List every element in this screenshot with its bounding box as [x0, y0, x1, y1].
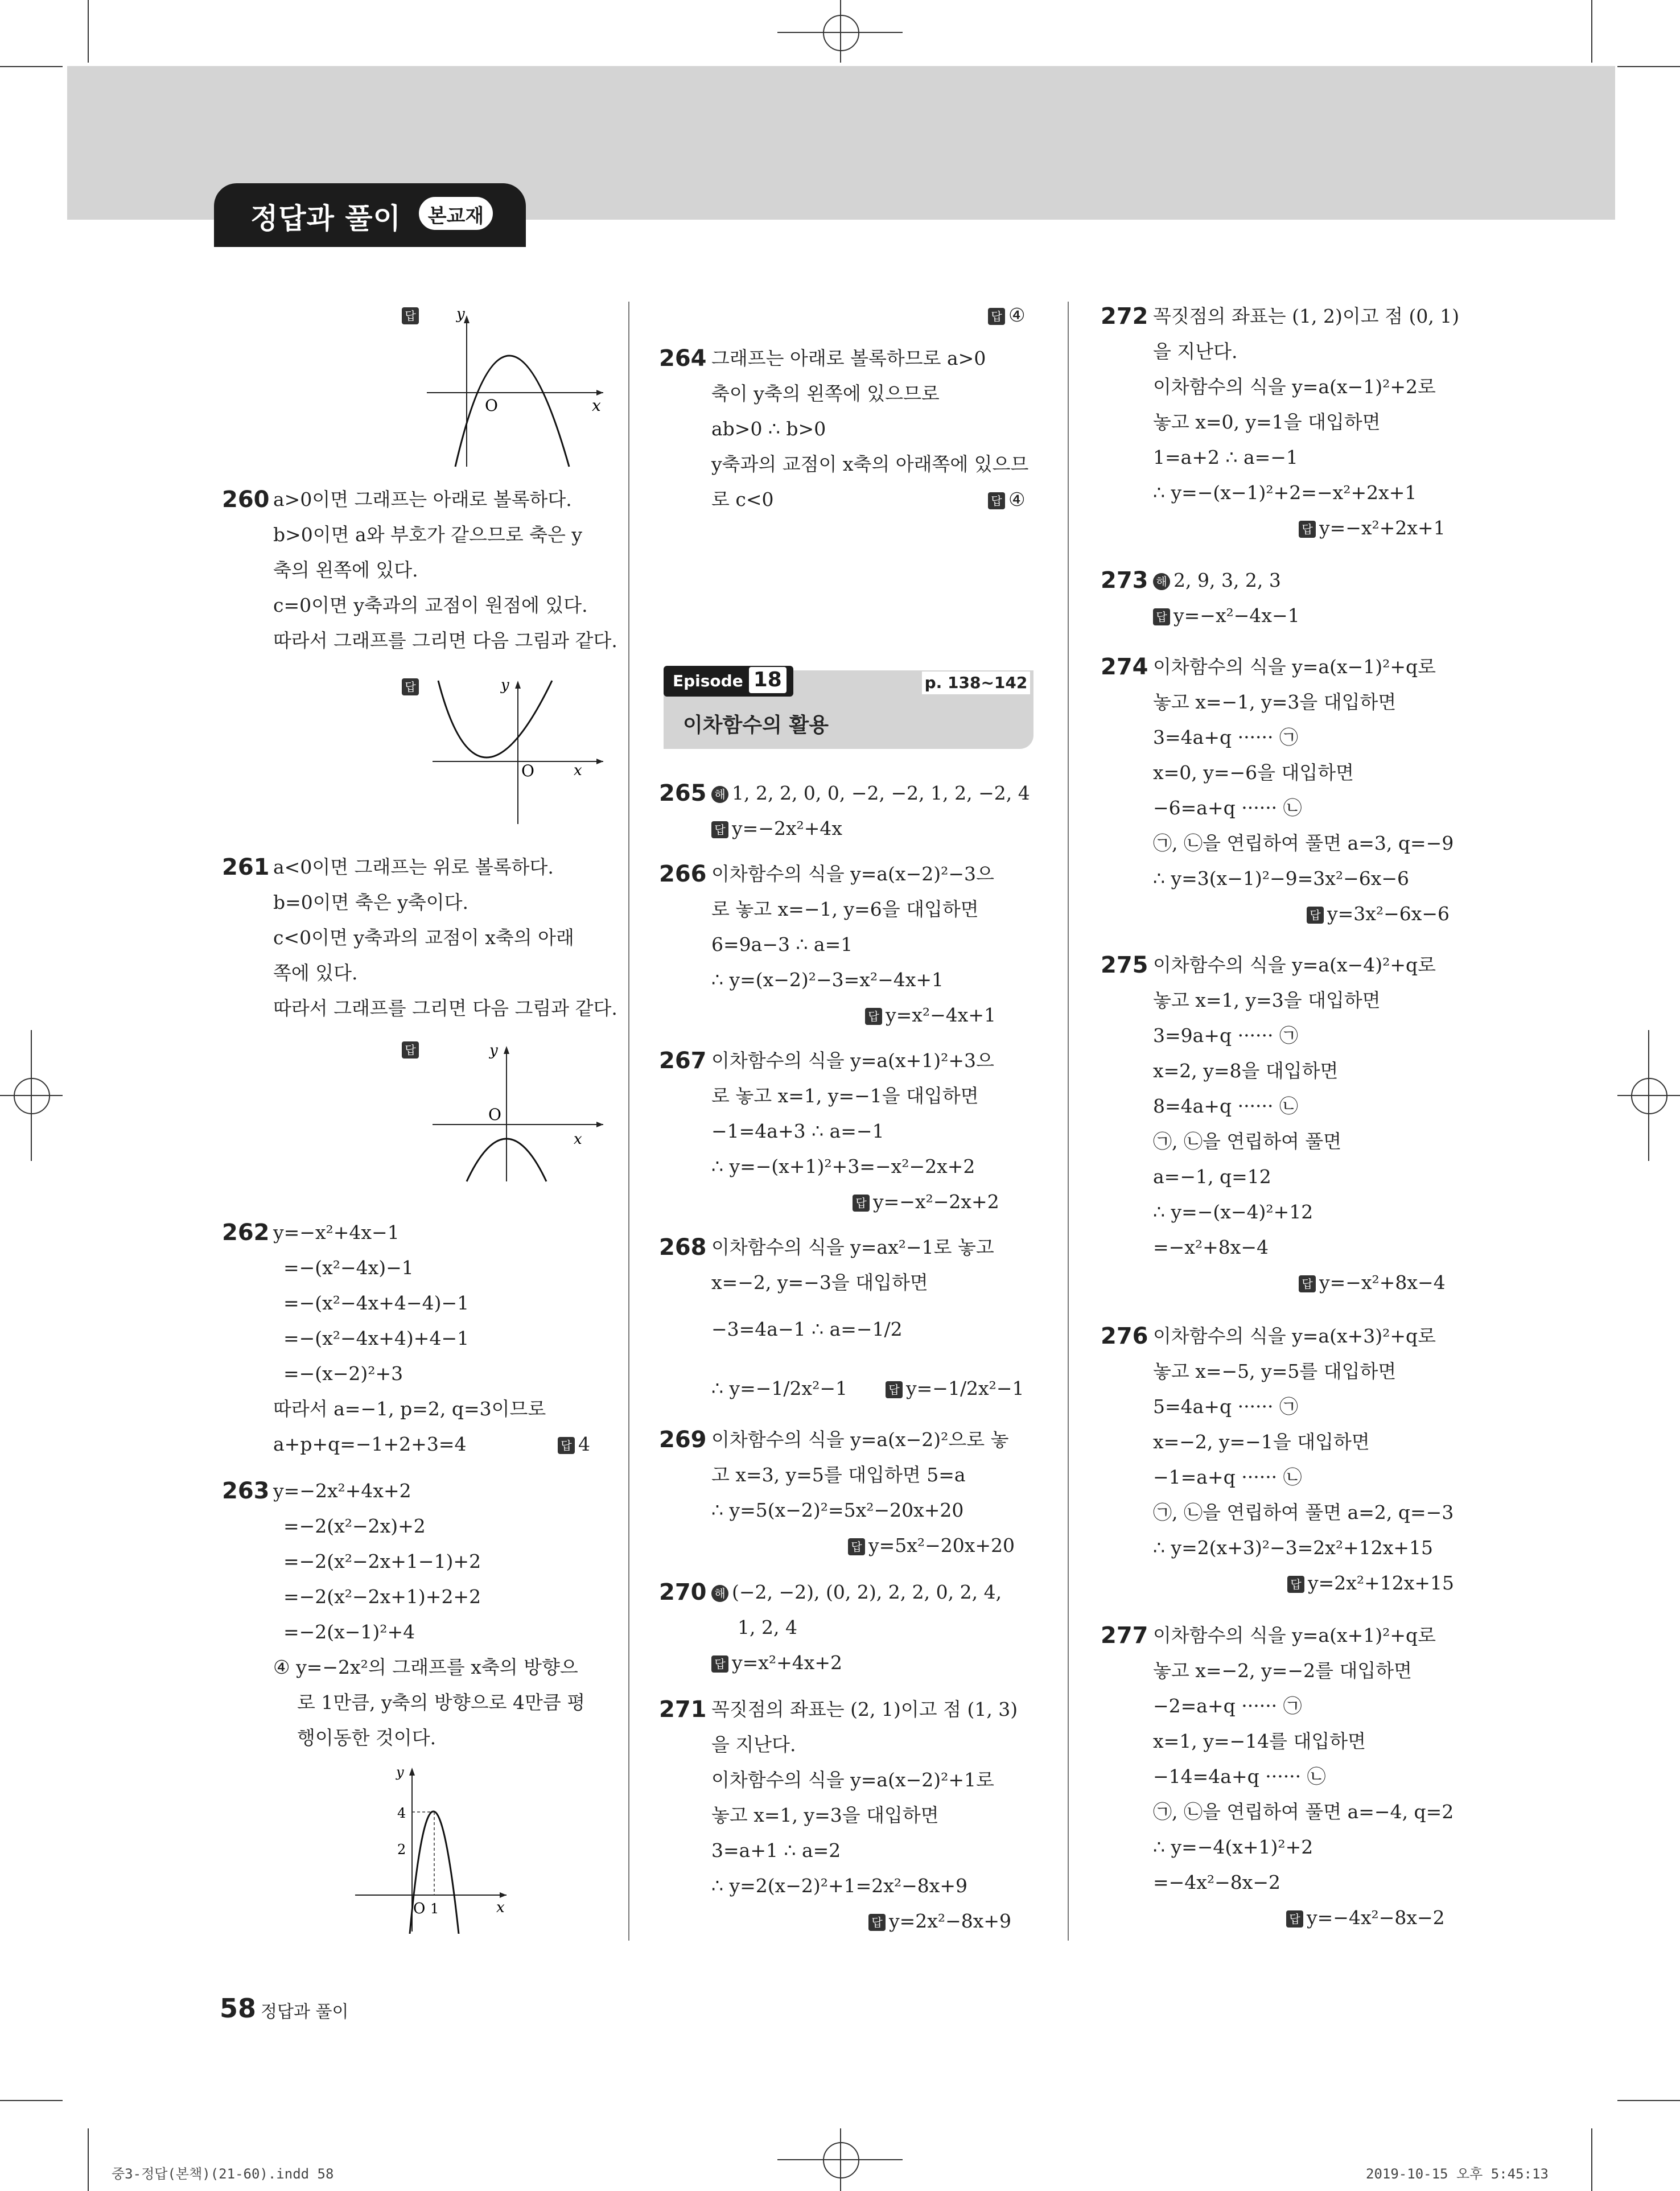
- problem-number: 262: [222, 1220, 270, 1246]
- solution-line: ∴ y=−(x−4)²+12: [1153, 1201, 1313, 1223]
- footer-label: 정답과 풀이: [261, 2002, 349, 2022]
- answer: 답 y=5x²−20x+20: [848, 1534, 1015, 1557]
- solution-line: =−4x²−8x−2: [1153, 1871, 1281, 1893]
- column-divider: [1068, 302, 1069, 1941]
- solution-line: 놓고 x=−1, y=3을 대입하면: [1153, 691, 1397, 713]
- tick-label: 2: [397, 1842, 406, 1858]
- solution-line: y축과의 교점이 x축의 아래쪽에 있으므: [711, 453, 1029, 475]
- answer: 답 y=−x²+2x+1: [1299, 517, 1446, 539]
- solution-line: 을 지난다.: [711, 1733, 796, 1756]
- problem-number: 274: [1101, 654, 1148, 680]
- solution-line: 을 지난다.: [1153, 340, 1238, 363]
- solution-line: =−x²+8x−4: [1153, 1236, 1269, 1258]
- solution-line: 3=4a+q ······ ㉠: [1153, 726, 1299, 748]
- answer: 답 y=−2x²+4x: [711, 817, 842, 840]
- solution-line: =−(x²−4x)−1: [283, 1257, 414, 1279]
- answer: 답 y=2x²+12x+15: [1287, 1572, 1454, 1595]
- answer-mark: 답: [402, 678, 422, 695]
- solution-line: 이차함수의 식을 y=a(x−4)²+q로: [1153, 954, 1436, 976]
- axis-label-y: y: [456, 307, 465, 323]
- solution-line: 쪽에 있다.: [273, 962, 358, 984]
- problem-number: 271: [659, 1696, 707, 1723]
- crop-mark: [88, 0, 89, 63]
- solution-line: −1=a+q ······ ㉡: [1153, 1466, 1302, 1488]
- page-title: 정답과 풀이: [250, 202, 401, 235]
- solution-line: 1, 2, 4: [738, 1616, 797, 1638]
- solution-line: 이차함수의 식을 y=a(x−1)²+2로: [1153, 376, 1436, 398]
- solution-line: ∴ y=−(x+1)²+3=−x²−2x+2: [711, 1155, 975, 1177]
- crop-mark: [0, 66, 63, 67]
- axis-label-y: y: [501, 677, 509, 694]
- graph-vertex-below-axis: [421, 1039, 609, 1187]
- registration-mark: [14, 1078, 50, 1114]
- solution-line: ∴ y=2(x−2)²+1=2x²−8x+9: [711, 1875, 968, 1897]
- problem-number: 260: [222, 487, 270, 513]
- solution-line: =−2(x²−2x+1)+2+2: [283, 1585, 481, 1608]
- solution-line: 그래프는 아래로 볼록하므로 a>0: [711, 347, 986, 369]
- solution-line: 놓고 x=−2, y=−2를 대입하면: [1153, 1659, 1412, 1682]
- answer: 답 y=x²+4x+2: [711, 1652, 842, 1674]
- problem-number: 261: [222, 854, 270, 880]
- solution-line: y=−x²+4x−1: [273, 1221, 400, 1243]
- solution-line: 로 c<0: [711, 488, 774, 510]
- origin-label: O: [488, 1105, 501, 1124]
- solution-line: ∴ y=2(x+3)²−3=2x²+12x+15: [1153, 1537, 1434, 1559]
- solution-line: −1=4a+3 ∴ a=−1: [711, 1120, 884, 1142]
- problem-number: 277: [1101, 1622, 1148, 1649]
- solution-line: ∴ y=−1/2x²−1: [711, 1377, 848, 1399]
- solution-line: 이차함수의 식을 y=a(x+1)²+3으: [711, 1049, 994, 1072]
- solution-line: −2=a+q ······ ㉠: [1153, 1695, 1302, 1717]
- origin-label: O: [413, 1900, 426, 1917]
- problem-number: 272: [1101, 303, 1148, 330]
- episode-pages: p. 138~142: [922, 672, 1030, 694]
- solution-line: 해 1, 2, 2, 0, 0, −2, −2, 1, 2, −2, 4: [711, 782, 1030, 805]
- graph-upward-parabola: [421, 675, 609, 829]
- graph-263: [353, 1763, 512, 1934]
- solution-line: 놓고 x=1, y=3을 대입하면: [1153, 989, 1381, 1011]
- tick-label: 1: [430, 1901, 439, 1917]
- problem-number: 270: [659, 1579, 707, 1605]
- solution-line: 로 놓고 x=−1, y=6을 대입하면: [711, 898, 979, 920]
- problem-number: 269: [659, 1427, 707, 1453]
- solution-line: −14=4a+q ······ ㉡: [1153, 1765, 1326, 1788]
- page-number: 58: [220, 1993, 257, 2024]
- solution-line: 3=a+1 ∴ a=2: [711, 1839, 841, 1861]
- registration-mark: [823, 2142, 859, 2178]
- answer: 답 ④: [988, 488, 1026, 511]
- solution-line: ∴ y=−4(x+1)²+2: [1153, 1836, 1313, 1858]
- solution-line: 이차함수의 식을 y=a(x−1)²+q로: [1153, 656, 1436, 678]
- solution-line: =−2(x²−2x)+2: [283, 1515, 426, 1537]
- answer: 답 y=−x²+8x−4: [1299, 1271, 1446, 1294]
- axis-label-y: y: [396, 1764, 404, 1780]
- solution-line: 해 2, 9, 3, 2, 3: [1153, 569, 1281, 592]
- origin-label: O: [521, 761, 534, 780]
- solution-line: 6=9a−3 ∴ a=1: [711, 933, 853, 956]
- print-slug-file: 중3-정답(본책)(21-60).indd 58: [112, 2166, 334, 2182]
- solution-line: 5=4a+q ······ ㉠: [1153, 1395, 1299, 1418]
- solution-line: ㉠, ㉡을 연립하여 풀면: [1153, 1130, 1342, 1152]
- answer: 답 ④: [988, 304, 1026, 327]
- answer: 답 y=−1/2x²−1: [886, 1377, 1024, 1400]
- solution-line: c=0이면 y축과의 교점이 원점에 있다.: [273, 594, 588, 616]
- problem-number: 265: [659, 780, 707, 806]
- solution-line: 1=a+2 ∴ a=−1: [1153, 446, 1298, 468]
- solution-line: ∴ y=5(x−2)²=5x²−20x+20: [711, 1499, 964, 1521]
- answer: 답 y=2x²−8x+9: [868, 1910, 1011, 1933]
- solution-line: c<0이면 y축과의 교점이 x축의 아래: [273, 926, 574, 949]
- problem-number: 273: [1101, 567, 1148, 594]
- solution-line: =−(x²−4x+4)+4−1: [283, 1327, 470, 1349]
- answer-mark: 답: [402, 307, 422, 324]
- solution-line: 놓고 x=1, y=3을 대입하면: [711, 1804, 939, 1826]
- solution-line: 행이동한 것이다.: [297, 1727, 437, 1749]
- crop-mark: [0, 2100, 63, 2101]
- crop-mark: [1591, 0, 1592, 63]
- problem-number: 276: [1101, 1323, 1148, 1349]
- graph-downward-parabola: [421, 307, 609, 472]
- solution-line: ab>0 ∴ b>0: [711, 418, 826, 440]
- solution-line: 해 (−2, −2), (0, 2), 2, 2, 0, 2, 4,: [711, 1581, 1002, 1604]
- episode-number: 18: [749, 667, 787, 693]
- problem-number: 266: [659, 861, 707, 887]
- solution-line: 이차함수의 식을 y=a(x−2)²으로 놓: [711, 1428, 1009, 1451]
- axis-label-x: x: [592, 396, 601, 415]
- solution-line: 로 1만큼, y축의 방향으로 4만큼 평: [297, 1691, 586, 1714]
- solution-line: x=1, y=−14를 대입하면: [1153, 1730, 1366, 1752]
- problem-number: 263: [222, 1478, 270, 1504]
- answer: 답 y=−4x²−8x−2: [1286, 1906, 1445, 1929]
- answer: 답 y=−x²−2x+2: [853, 1191, 999, 1213]
- answer: 답 4: [558, 1433, 590, 1456]
- solution-line: 따라서 a=−1, p=2, q=3이므로: [273, 1398, 546, 1420]
- solution-line: 놓고 x=0, y=1을 대입하면: [1153, 411, 1381, 433]
- episode-title: 이차함수의 활용: [683, 714, 829, 737]
- column-divider: [628, 302, 629, 1941]
- solution-line: ∴ y=(x−2)²−3=x²−4x+1: [711, 969, 944, 991]
- problem-number: 275: [1101, 952, 1148, 978]
- solution-line: b=0이면 축은 y축이다.: [273, 891, 469, 913]
- solution-line: 3=9a+q ······ ㉠: [1153, 1024, 1299, 1047]
- solution-line: 8=4a+q ······ ㉡: [1153, 1095, 1299, 1117]
- crop-mark: [1617, 66, 1680, 67]
- solution-line: 이차함수의 식을 y=a(x−2)²+1로: [711, 1769, 994, 1791]
- solution-line: 이차함수의 식을 y=a(x+3)²+q로: [1153, 1325, 1436, 1347]
- solution-line: 따라서 그래프를 그리면 다음 그림과 같다.: [273, 997, 617, 1019]
- episode-label: Episode 18: [664, 666, 793, 697]
- crop-mark: [88, 2128, 89, 2191]
- solution-line: ㉠, ㉡을 연립하여 풀면 a=3, q=−9: [1153, 832, 1454, 854]
- solution-line: x=−2, y=−1을 대입하면: [1153, 1431, 1370, 1453]
- origin-label: O: [485, 396, 498, 415]
- solution-line: x=−2, y=−3을 대입하면: [711, 1271, 928, 1294]
- problem-number: 267: [659, 1048, 707, 1074]
- tick-label: 4: [397, 1805, 406, 1821]
- solution-line: 로 놓고 x=1, y=−1을 대입하면: [711, 1085, 979, 1107]
- axis-label-x: x: [574, 762, 582, 779]
- solution-line: y=−2x²+4x+2: [273, 1480, 411, 1502]
- solution-line: 놓고 x=−5, y=5를 대입하면: [1153, 1360, 1397, 1382]
- solution-line: b>0이면 a와 부호가 같으므로 축은 y: [273, 524, 583, 546]
- solution-line: a<0이면 그래프는 위로 볼록하다.: [273, 856, 554, 878]
- solution-line: 꼭짓점의 좌표는 (1, 2)이고 점 (0, 1): [1153, 305, 1460, 327]
- axis-label-x: x: [574, 1131, 582, 1148]
- solution-line: ④ y=−2x²의 그래프를 x축의 방향으: [273, 1656, 578, 1678]
- axis-label-x: x: [496, 1899, 505, 1916]
- solution-line: =−(x²−4x+4−4)−1: [283, 1292, 470, 1314]
- registration-mark: [1631, 1078, 1667, 1114]
- solution-line: ㉠, ㉡을 연립하여 풀면 a=−4, q=2: [1153, 1801, 1454, 1823]
- solution-line: 축이 y축의 왼쪽에 있으므로: [711, 382, 940, 405]
- solution-line: =−2(x²−2x+1−1)+2: [283, 1550, 481, 1572]
- solution-line: 고 x=3, y=5를 대입하면 5=a: [711, 1464, 966, 1486]
- header-badge: 본교재: [419, 197, 493, 230]
- solution-line: 이차함수의 식을 y=a(x+1)²+q로: [1153, 1624, 1436, 1646]
- solution-line: 따라서 그래프를 그리면 다음 그림과 같다.: [273, 629, 617, 652]
- problem-number: 264: [659, 345, 707, 372]
- solution-line: =−2(x−1)²+4: [283, 1621, 415, 1643]
- solution-line: −3=4a−1 ∴ a=−1/2: [711, 1318, 903, 1340]
- solution-line: a>0이면 그래프는 아래로 볼록하다.: [273, 488, 572, 510]
- solution-line: 이차함수의 식을 y=ax²−1로 놓고: [711, 1236, 994, 1258]
- answer: 답 y=x²−4x+1: [865, 1004, 996, 1027]
- solution-line: ∴ y=3(x−1)²−9=3x²−6x−6: [1153, 867, 1410, 889]
- solution-line: x=0, y=−6을 대입하면: [1153, 761, 1354, 784]
- answer: 답 y=−x²−4x−1: [1153, 604, 1300, 627]
- answer-mark: 답: [402, 1041, 422, 1059]
- print-slug-date: 2019-10-15 오후 5:45:13: [1366, 2166, 1549, 2182]
- registration-mark: [823, 15, 859, 51]
- answer: 답 y=3x²−6x−6: [1307, 903, 1450, 925]
- solution-line: ∴ y=−(x−1)²+2=−x²+2x+1: [1153, 481, 1417, 504]
- axis-label-y: y: [489, 1042, 498, 1059]
- crop-mark: [1617, 2100, 1680, 2101]
- solution-line: a=−1, q=12: [1153, 1165, 1271, 1188]
- solution-line: 이차함수의 식을 y=a(x−2)²−3으: [711, 863, 994, 885]
- solution-line: =−(x−2)²+3: [283, 1362, 403, 1385]
- solution-line: a+p+q=−1+2+3=4: [273, 1433, 467, 1455]
- crop-mark: [1591, 2128, 1592, 2191]
- problem-number: 268: [659, 1234, 707, 1261]
- solution-line: 꼭짓점의 좌표는 (2, 1)이고 점 (1, 3): [711, 1698, 1018, 1720]
- solution-line: ㉠, ㉡을 연립하여 풀면 a=2, q=−3: [1153, 1501, 1454, 1523]
- solution-line: 축의 왼쪽에 있다.: [273, 559, 418, 581]
- solution-line: x=2, y=8을 대입하면: [1153, 1060, 1339, 1082]
- solution-line: −6=a+q ······ ㉡: [1153, 797, 1302, 819]
